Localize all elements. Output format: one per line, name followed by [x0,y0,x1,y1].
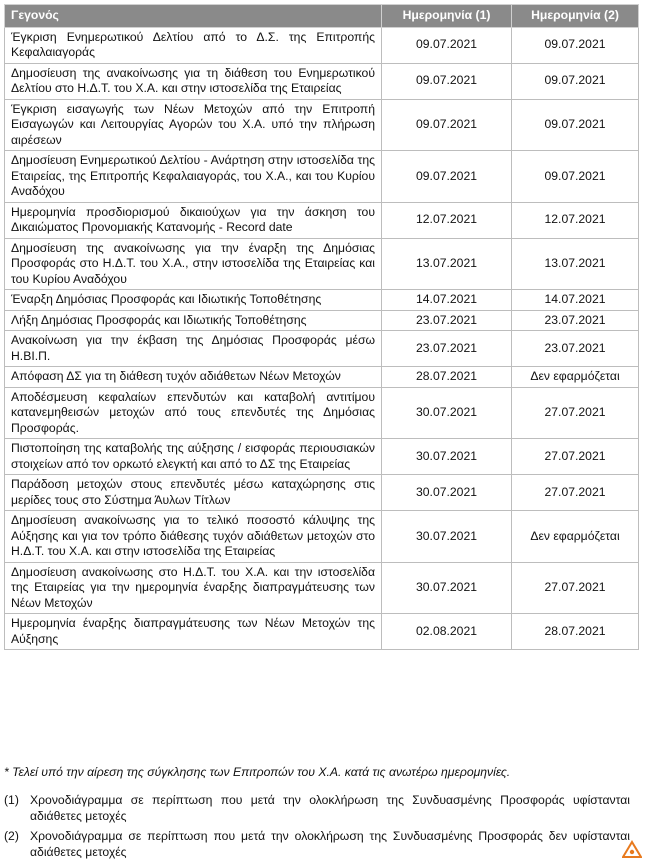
table-row [5,562,639,614]
event-cell: Δημοσίευση ανακοίνωσης στο Η.Δ.Τ. του Χ.Α. και την ιστοσελίδα της Εταιρείας για την ημερομηνία έναρξης διαπραγμάτευσης των Νέων Μετοχών [5,562,382,614]
date-1-cell: 09.07.2021 [382,63,512,99]
date-1-cell: 28.07.2021 [382,367,512,388]
event-cell: Ημερομηνία προσδιορισμού δικαιούχων για την άσκηση του Δικαιώματος Προνομιακής Κατανομής - Record date [5,202,382,238]
date-2-cell: 09.07.2021 [512,63,639,99]
footnote-1 [4,792,634,824]
date-1-cell: 23.07.2021 [382,310,512,331]
event-cell: Δημοσίευση Ενημερωτικού Δελτίου - Ανάρτηση στην ιστοσελίδα της Εταιρείας, της Επιτροπής Κεφαλαιαγοράς, του Χ.Α., και του Κυρίου Αναδόχου [5,151,382,203]
date-1-cell: 30.07.2021 [382,439,512,475]
date-1-cell: 23.07.2021 [382,331,512,367]
table-row [5,27,639,63]
date-2-cell: 09.07.2021 [512,99,639,151]
date-2-cell: 14.07.2021 [512,290,639,311]
date-1-cell: 02.08.2021 [382,614,512,650]
date-2-cell: 27.07.2021 [512,439,639,475]
header-date-1: Ημερομηνία (1) [382,5,512,28]
table-row [5,99,639,151]
date-1-cell: 30.07.2021 [382,562,512,614]
table-row [5,387,639,439]
table-row [5,331,639,367]
table-header-row [5,5,639,28]
event-cell: Έναρξη Δημόσιας Προσφοράς και Ιδιωτικής Τοποθέτησης [5,290,382,311]
date-2-cell: 27.07.2021 [512,475,639,511]
date-2-cell: Δεν εφαρμόζεται [512,511,639,563]
table-row [5,290,639,311]
header-date-2: Ημερομηνία (2) [512,5,639,28]
table-row [5,439,639,475]
date-1-cell: 09.07.2021 [382,151,512,203]
date-2-cell: 09.07.2021 [512,27,639,63]
watermark-logo-icon [622,840,642,860]
table-row [5,310,639,331]
event-cell: Δημοσίευση της ανακοίνωσης για την έναρξη της Δημόσιας Προσφοράς στο Η.Δ.Τ. του Χ.Α., στην ιστοσελίδα της Εταιρείας και του Κυρίου Αναδόχου [5,238,382,290]
date-1-cell: 14.07.2021 [382,290,512,311]
event-cell: Ημερομηνία έναρξης διαπραγμάτευσης των Νέων Μετοχών της Αύξησης [5,614,382,650]
date-1-cell: 09.07.2021 [382,27,512,63]
footnote-text: Χρονοδιάγραμμα σε περίπτωση που μετά την ολοκλήρωση της Συνδυασμένης Προσφοράς δεν υφίστανται αδιάθετες μετοχές [30,829,630,859]
footnote-asterisk: * Τελεί υπό την αίρεση της σύγκλησης των Επιτροπών του Χ.Α. κατά τις ανωτέρω ημερομηνίες. [4,765,511,779]
date-1-cell: 30.07.2021 [382,511,512,563]
table-row [5,475,639,511]
table-row [5,511,639,563]
table-row [5,202,639,238]
event-cell: Δημοσίευση της ανακοίνωσης για τη διάθεση του Ενημερωτικού Δελτίου στο Η.Δ.Τ. του Χ.Α. και στην ιστοσελίδα της Εταιρείας [5,63,382,99]
timeline-table [4,4,639,650]
table-row [5,367,639,388]
header-event: Γεγονός [5,5,382,28]
footnote-2 [4,828,634,860]
event-cell: Ανακοίνωση για την έκβαση της Δημόσιας Προσφοράς μέσω Η.ΒΙ.Π. [5,331,382,367]
event-cell: Αποδέσμευση κεφαλαίων επενδυτών και καταβολή αντιτίμου κατανεμηθεισών μετοχών από τους επενδυτές της Δημόσιας Προσφοράς. [5,387,382,439]
date-2-cell: 27.07.2021 [512,387,639,439]
event-cell: Πιστοποίηση της καταβολής της αύξησης / εισφοράς περιουσιακών στοιχείων από τον ορκωτό ελεγκτή και από το ΔΣ της Εταιρείας [5,439,382,475]
date-1-cell: 12.07.2021 [382,202,512,238]
date-1-cell: 30.07.2021 [382,387,512,439]
date-2-cell: 27.07.2021 [512,562,639,614]
date-2-cell: 12.07.2021 [512,202,639,238]
table-row [5,151,639,203]
date-1-cell: 30.07.2021 [382,475,512,511]
footnote-text: Χρονοδιάγραμμα σε περίπτωση που μετά την ολοκλήρωση της Συνδυασμένης Προσφοράς υφίστανται αδιάθετες μετοχές [30,793,630,823]
date-2-cell: 09.07.2021 [512,151,639,203]
event-cell: Έγκριση Ενημερωτικού Δελτίου από το Δ.Σ. της Επιτροπής Κεφαλαιαγοράς [5,27,382,63]
table-row [5,63,639,99]
date-2-cell: 23.07.2021 [512,331,639,367]
event-cell: Έγκριση εισαγωγής των Νέων Μετοχών από την Επιτροπή Εισαγωγών και Λειτουργίας Αγορών του Χ.Α. υπό την πλήρωση αιρέσεων [5,99,382,151]
date-1-cell: 13.07.2021 [382,238,512,290]
event-cell: Λήξη Δημόσιας Προσφοράς και Ιδιωτικής Τοποθέτησης [5,310,382,331]
table-row [5,614,639,650]
date-2-cell: 23.07.2021 [512,310,639,331]
date-1-cell: 09.07.2021 [382,99,512,151]
date-2-cell: Δεν εφαρμόζεται [512,367,639,388]
event-cell: Παράδοση μετοχών στους επενδυτές μέσω καταχώρησης στις μερίδες τους στο Σύστημα Άυλων Τίτλων [5,475,382,511]
date-2-cell: 13.07.2021 [512,238,639,290]
event-cell: Δημοσίευση ανακοίνωσης για το τελικό ποσοστό κάλυψης της Αύξησης και για τον τρόπο διάθεσης τυχόν αδιάθετων μετοχών στο Η.Δ.Τ. του Χ.Α. και στην ιστοσελίδα της Εταιρείας [5,511,382,563]
footnote-number: (1) [4,793,19,807]
table-row [5,238,639,290]
event-cell: Απόφαση ΔΣ για τη διάθεση τυχόν αδιάθετων Νέων Μετοχών [5,367,382,388]
footnote-number: (2) [4,829,19,843]
date-2-cell: 28.07.2021 [512,614,639,650]
